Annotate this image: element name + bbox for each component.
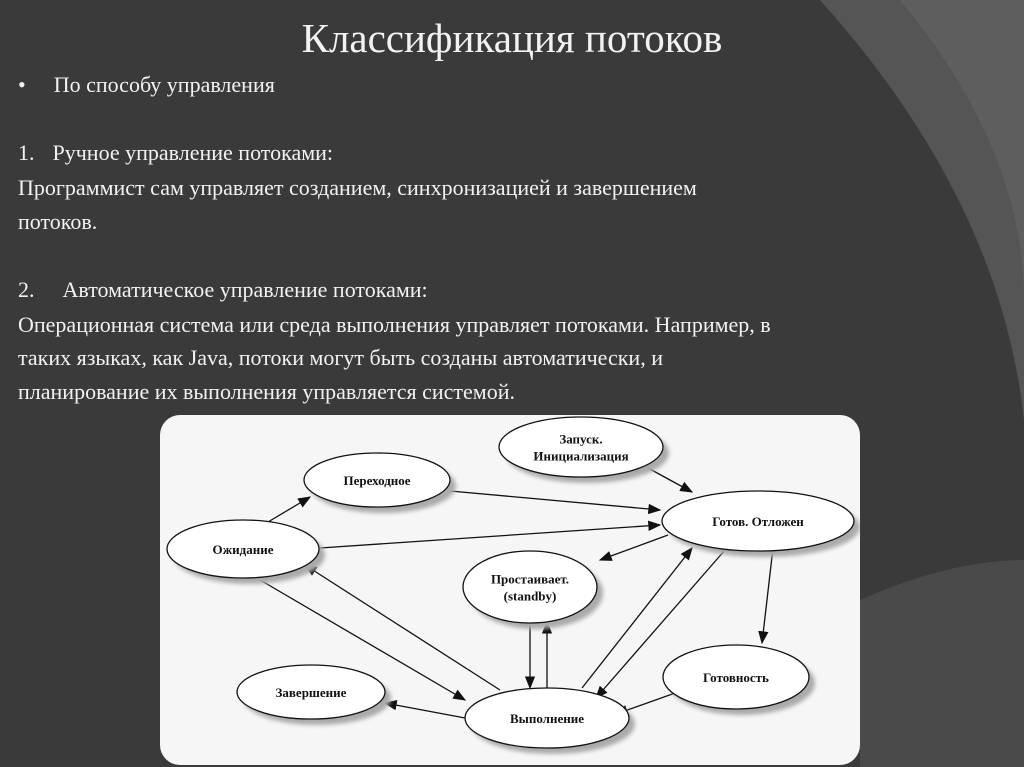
node-label: Запуск. <box>559 431 603 447</box>
item2-heading: Автоматическое управление потоками: <box>62 277 428 302</box>
state-launch <box>499 417 669 483</box>
arrow-launch-ready-deferred <box>648 468 692 492</box>
node-label: Переходное <box>343 473 411 488</box>
item1-text: Программист сам управляет созданием, синхронизацией и завершением <box>18 175 697 200</box>
item1-heading: Ручное управление потоками: <box>52 140 334 165</box>
state-ready <box>663 645 815 715</box>
node-label: Простаивает. <box>490 571 570 587</box>
item2-text: Операционная система или среда выполнения управляет потоками. Например, в <box>18 312 771 337</box>
item1-text: потоков. <box>18 209 98 234</box>
arrow-running-terminated <box>385 703 465 718</box>
bullet-text: По способу управления <box>53 72 275 97</box>
state-transitional <box>304 453 456 513</box>
node-label: Готов. Отложен <box>712 514 804 529</box>
state-terminated <box>237 665 391 725</box>
arrow-waiting-transitional <box>268 497 310 522</box>
bullet-line <box>18 72 275 98</box>
arrow-ready-deferred-standby <box>600 535 668 560</box>
item2-heading-line <box>18 277 428 303</box>
state-waiting <box>167 520 325 584</box>
item2-number: 2. <box>18 277 35 302</box>
node-label: Ожидание <box>212 542 274 557</box>
node-label: Завершение <box>275 685 347 700</box>
node-ellipse <box>463 551 597 623</box>
node-ellipse <box>499 417 663 477</box>
slide-title: Классификация потоков <box>301 15 723 61</box>
item1-heading-line <box>18 140 333 166</box>
item1-number: 1. <box>18 140 35 165</box>
arrow-transitional-ready-deferred <box>450 491 660 510</box>
state-standby <box>463 551 603 629</box>
item2-text: таких языках, как Java, потоки могут быть созданы автоматически, и <box>18 345 663 370</box>
node-label: Инициализация <box>533 448 629 464</box>
node-label: (standby) <box>503 588 557 604</box>
state-ready-deferred <box>662 491 860 557</box>
bullet-icon: • <box>18 72 26 97</box>
item2-text: планирование их выполнения управляется системой. <box>18 379 515 404</box>
thread-state-diagram <box>160 415 860 765</box>
node-label: Готовность <box>703 670 769 685</box>
arrow-waiting-ready-deferred <box>320 525 660 548</box>
node-label: Выполнение <box>510 711 584 726</box>
state-running <box>465 688 635 754</box>
arrow-ready-deferred-ready <box>762 548 773 643</box>
